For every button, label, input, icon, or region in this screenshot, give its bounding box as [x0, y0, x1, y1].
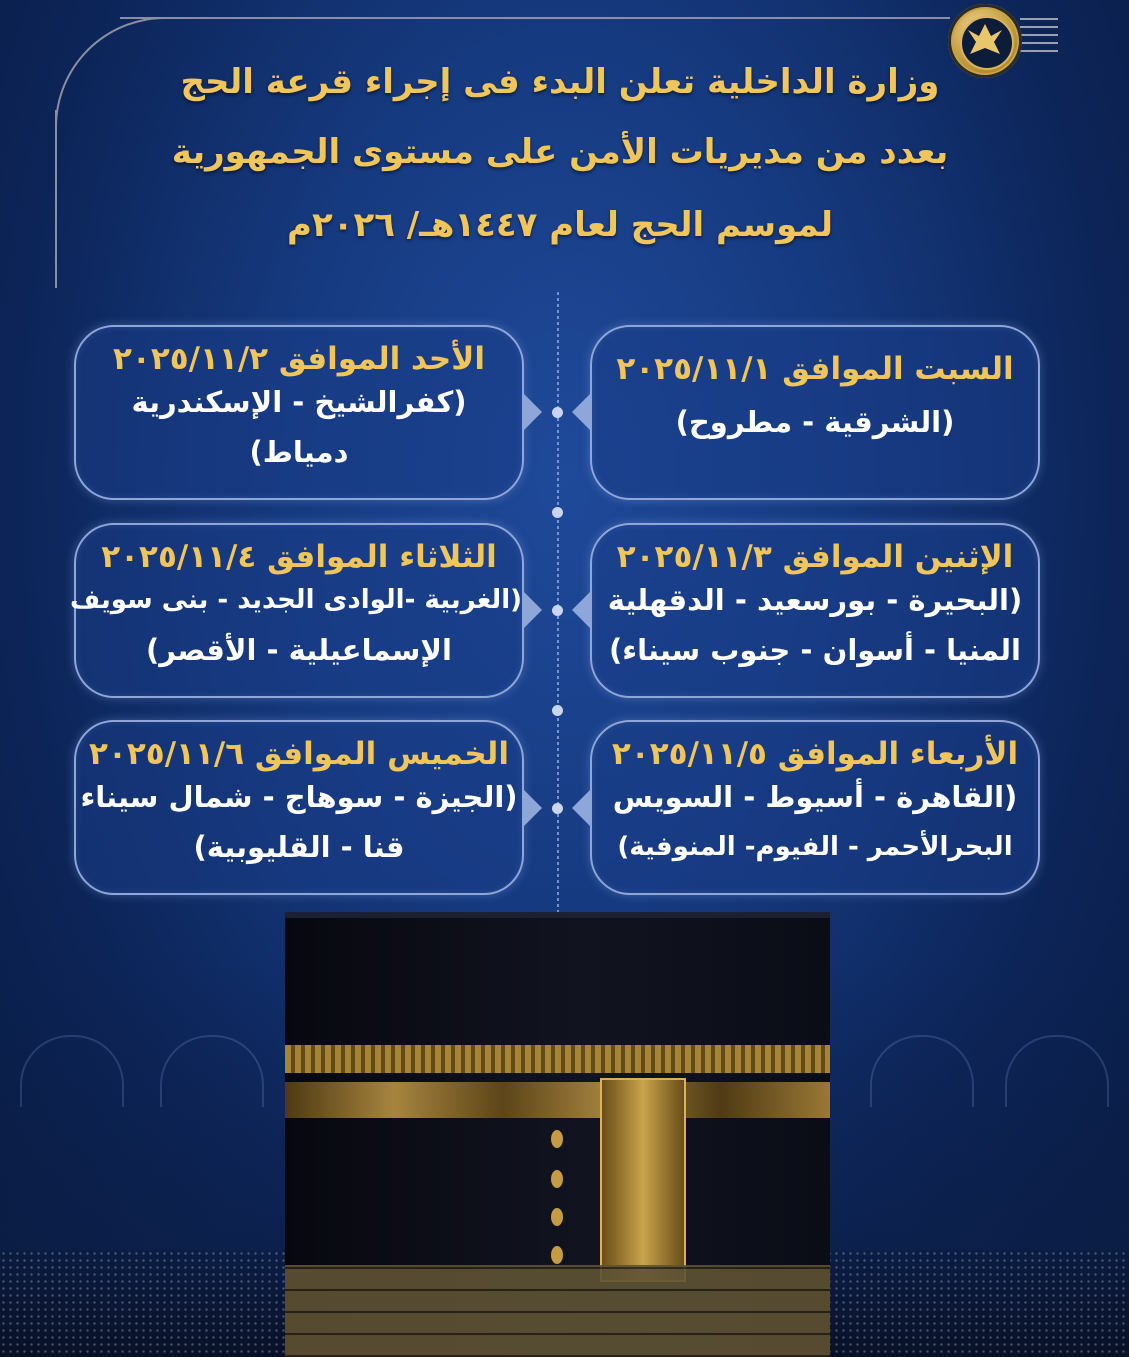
timeline-line [557, 292, 559, 912]
kaaba-medallion [551, 1208, 563, 1226]
timeline-node [552, 803, 563, 814]
card-pointer [524, 790, 542, 826]
frame-line-top [120, 17, 950, 19]
schedule-card-tuesday [70, 523, 524, 698]
card-governorates: البحرالأحمر - الفيوم- المنوفية) [617, 832, 1013, 862]
kaaba-base [285, 1265, 830, 1357]
card-governorates: (القاهرة - أسيوط - السويس [612, 780, 1018, 814]
card-governorates: (الشرقية - مطروح) [675, 405, 955, 439]
card-governorates: (كفرالشيخ - الإسكندرية [131, 385, 467, 419]
schedule-card-wednesday [590, 720, 1040, 895]
kaaba-calligraphy-band [285, 1082, 830, 1118]
card-date-title: السبت الموافق ٢٠٢٥/١١/١ [616, 351, 1014, 387]
schedule-card-saturday [590, 325, 1040, 500]
card-governorates: (الجيزة - سوهاج - شمال سيناء [80, 780, 518, 814]
headline-line-2: بعدد من مديريات الأمن على مستوى الجمهورية [171, 132, 949, 172]
kaaba-door [600, 1078, 686, 1282]
headline-line-1: وزارة الداخلية تعلن البدء فى إجراء قرعة الحج [180, 62, 940, 102]
card-governorates: قنا - القليوبية) [193, 830, 405, 864]
decorative-stripes [1020, 18, 1058, 58]
timeline-node [552, 705, 563, 716]
timeline-node [552, 407, 563, 418]
card-governorates: دمياط) [249, 435, 349, 469]
card-governorates: (البحيرة - بورسعيد - الدقهلية [607, 583, 1023, 617]
frame-line-left [55, 110, 57, 288]
schedule-card-monday [590, 523, 1040, 698]
kaaba-medallion [551, 1170, 563, 1188]
card-pointer [572, 790, 590, 826]
card-pointer [572, 592, 590, 628]
kaaba-gold-band [285, 1045, 830, 1073]
kaaba-medallion [551, 1130, 563, 1148]
timeline-node [552, 507, 563, 518]
card-date-title: الأربعاء الموافق ٢٠٢٥/١١/٥ [611, 736, 1019, 772]
kaaba-medallion [551, 1246, 563, 1264]
card-date-title: الإثنين الموافق ٢٠٢٥/١١/٣ [616, 539, 1014, 575]
card-governorates: (الغربية -الوادى الجديد - بنى سويف [70, 585, 522, 615]
card-pointer [524, 394, 542, 430]
card-date-title: الأحد الموافق ٢٠٢٥/١١/٢ [113, 341, 485, 377]
card-governorates: الإسماعيلية - الأقصر) [146, 633, 452, 667]
card-governorates: المنيا - أسوان - جنوب سيناء) [609, 633, 1021, 667]
card-date-title: الثلاثاء الموافق ٢٠٢٥/١١/٤ [101, 539, 497, 575]
timeline-node [552, 605, 563, 616]
headline-line-3: لموسم الحج لعام ١٤٤٧هـ/ ٢٠٢٦م [287, 205, 833, 245]
kaaba-roof [285, 912, 830, 918]
card-date-title: الخميس الموافق ٢٠٢٥/١١/٦ [89, 736, 509, 772]
card-pointer [524, 592, 542, 628]
schedule-card-sunday [74, 325, 524, 500]
schedule-card-thursday [74, 720, 524, 895]
card-pointer [572, 394, 590, 430]
